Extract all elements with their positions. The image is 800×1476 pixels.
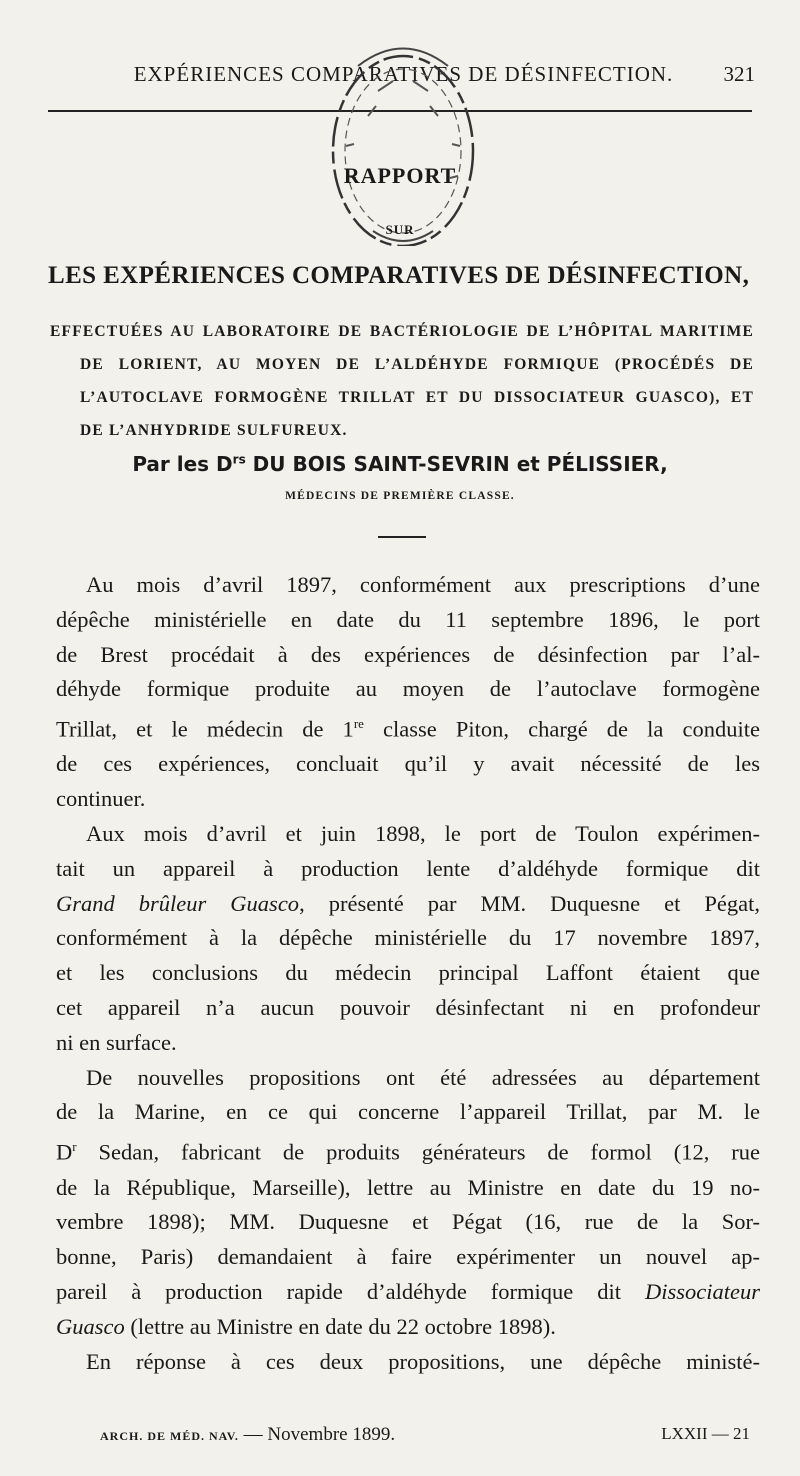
page-number: 321 — [723, 62, 755, 86]
subtitle-line: DE LORIENT, AU MOYEN DE L’ALDÉHYDE FORMIQUE (PROCÉDÉS DE — [80, 356, 754, 373]
text-line: de la Marine, en ce qui concerne l’appareil Trillat, par M. le — [56, 1099, 760, 1125]
text-line: tait un appareil à production lente d’aldéhyde formique dit — [56, 855, 760, 881]
text-line: dépêche ministérielle en date du 11 septembre 1896, le port — [56, 606, 760, 632]
text-line: De nouvelles propositions ont été adressées au département — [86, 1064, 760, 1090]
text-line: et les conclusions du médecin principal Laffont étaient que — [56, 960, 760, 986]
journal-abbrev: ARCH. DE MÉD. NAV. — [100, 1429, 239, 1443]
issue-date: — Novembre 1899. — [238, 1424, 396, 1445]
superscript: re — [353, 716, 364, 732]
text-line — [56, 1310, 760, 1345]
authors-prefix-sup: rs — [232, 452, 246, 467]
subtitle — [50, 315, 754, 447]
subtitle-line: L’AUTOCLAVE FORMOGÈNE TRILLAT ET DU DISSOCIATEUR GUASCO), ET — [80, 389, 754, 406]
italic-run: Guasco — [56, 1313, 125, 1339]
text-line — [56, 1130, 760, 1170]
report-label: RAPPORT — [343, 163, 457, 188]
authors-line — [0, 452, 800, 476]
section-divider — [378, 536, 426, 538]
text-line: conformément à la dépêche ministérielle du 17 novembre 1897, — [56, 925, 760, 951]
paragraph — [56, 1345, 760, 1380]
text-run: Sedan, fabricant de produits générateurs de formol (12, rue — [76, 1139, 760, 1165]
text-line: continuer. — [56, 786, 146, 812]
text-line: de ces expériences, concluait qu’il y avait nécessité de les — [56, 751, 760, 777]
text-line: déhyde formique produite au moyen de l’autoclave formogène — [56, 676, 760, 702]
text-run: Trillat, et le médecin de 1 — [56, 716, 354, 742]
page-footer — [100, 1424, 750, 1454]
subtitle-line: EFFECTUÉES AU LABORATOIRE DE BACTÉRIOLOGIE DE L’HÔPITAL MARITIME — [50, 323, 754, 340]
text-line: de Brest procédait à des expériences de désinfection par l’al- — [56, 641, 760, 667]
superscript: r — [72, 1139, 77, 1155]
text-line: bonne, Paris) demandaient à faire expérimenter un nouvel ap- — [56, 1244, 760, 1270]
paragraph — [56, 1061, 760, 1345]
authors-names: DU BOIS SAINT-SEVRIN et PÉLISSIER, — [245, 452, 668, 476]
italic-run: Dissociateur — [645, 1278, 760, 1304]
text-line: ni en surface. — [56, 1029, 177, 1055]
paragraph — [56, 568, 760, 817]
text-line: En réponse à ces deux propositions, une dépêche ministé- — [86, 1348, 760, 1374]
text-line — [56, 707, 760, 747]
text-line: Au mois d’avril 1897, conformément aux prescriptions d’une — [86, 572, 760, 597]
signature-mark: LXXII — 21 — [661, 1424, 750, 1443]
text-line: de la République, Marseille), lettre au Ministre en date du 19 no- — [56, 1174, 760, 1200]
text-run: pareil à production rapide d’aldéhyde formique dit — [56, 1278, 645, 1304]
authors-prefix: Par les D — [132, 452, 233, 476]
italic-run: Grand brûleur Guasco — [56, 890, 300, 916]
text-line: vembre 1898); MM. Duquesne et Pégat (16, rue de la Sor- — [56, 1209, 760, 1235]
authors-rank: MÉDECINS DE PREMIÈRE CLASSE. — [285, 490, 515, 502]
text-line — [56, 1275, 760, 1310]
library-stamp-icon — [318, 36, 488, 246]
text-line — [56, 887, 760, 922]
text-line: cet appareil n’a aucun pouvoir désinfectant ni en profondeur — [56, 995, 760, 1021]
text-line: Aux mois d’avril et juin 1898, le port de Toulon expérimen- — [86, 821, 760, 847]
running-title: EXPÉRIENCES COMPARATIVES DE DÉSINFECTION. — [133, 62, 674, 86]
text-run: (lettre au Ministre en date du 22 octobre 1898). — [124, 1313, 556, 1339]
footer-citation — [100, 1424, 395, 1446]
main-title: LES EXPÉRIENCES COMPARATIVES DE DÉSINFECTION, — [48, 262, 750, 289]
text-run: classe Piton, chargé de la conduite — [363, 716, 760, 742]
text-run: D — [56, 1139, 73, 1165]
text-run: , présenté par MM. Duquesne et Pégat, — [299, 890, 761, 916]
subtitle-line: DE L’ANHYDRIDE SULFUREUX. — [80, 422, 348, 439]
paragraph — [56, 817, 760, 1061]
sur-label: SUR — [385, 222, 415, 237]
body-text — [56, 568, 760, 1379]
